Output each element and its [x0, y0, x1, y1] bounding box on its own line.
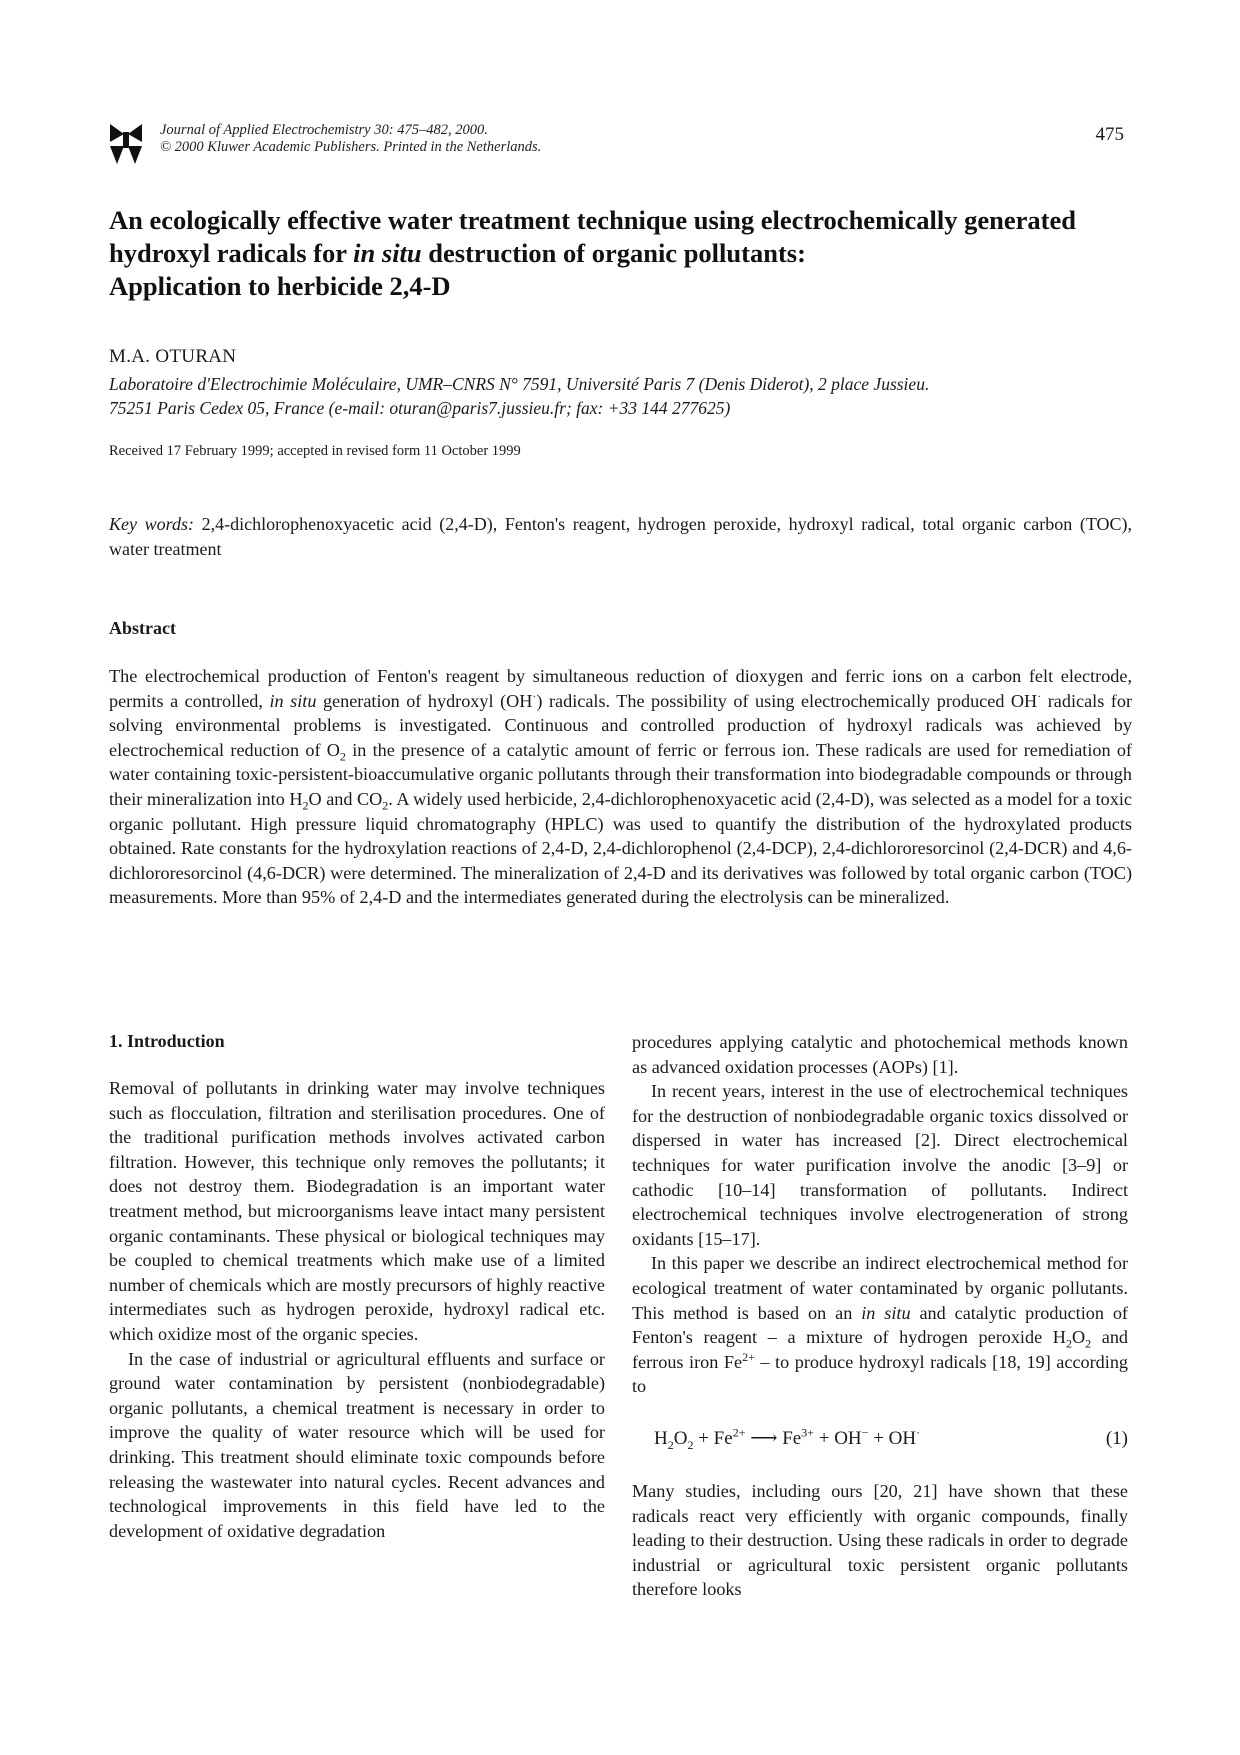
- abstract-part: generation of hydroxyl (OH: [316, 690, 533, 711]
- journal-line-1: Journal of Applied Electrochemistry 30: 475–482, 2000.: [160, 122, 488, 138]
- title-line-2b: destruction of organic pollutants:: [421, 238, 806, 268]
- author-name: M.A. OTURAN: [109, 346, 237, 367]
- text-part: and catalytic production of Fenton's reagent – a mixture of hydrogen peroxide H: [632, 1302, 1128, 1348]
- journal-citation: [160, 122, 541, 156]
- subscript: 2: [382, 798, 389, 813]
- superscript: 2+: [732, 1425, 746, 1440]
- keywords: [109, 512, 1132, 562]
- equation-number: (1): [1105, 1427, 1128, 1449]
- intro-paragraph-3: In recent years, interest in the use of electrochemical techniques for the destruction of nonbiodegradable organic toxics dissolved or dispersed in water has increased [2]. Direct electrochemical techniques for water purification involve the anodic [3–9] or cathodic [10–14] transformation of pollutants. Indirect electrochemical techniques involve electrogeneration of strong oxidants [15–17].: [632, 1081, 1128, 1249]
- keywords-label: Key words:: [109, 514, 194, 534]
- title-line-2a: hydroxyl radicals for: [109, 238, 354, 268]
- abstract-heading: Abstract: [109, 618, 176, 638]
- author-affiliation: [109, 372, 1139, 420]
- abstract-part: radicals for solving environmental problems is investigated. Continuous and controlled production of hydroxyl radicals was achieved by electrochemical reduction of O: [109, 690, 1132, 760]
- intro-paragraph-5: Many studies, including ours [20, 21] have shown that these radicals react very efficiently with organic compounds, finally leading to their destruction. Using these radicals in order to degrade industrial or agricultural toxic persistent organic pollutants therefore looks: [632, 1480, 1128, 1600]
- subscript: 2: [1065, 1336, 1072, 1351]
- superscript: −: [861, 1425, 869, 1440]
- text-part: O: [1071, 1327, 1086, 1348]
- intro-paragraph-1: Removal of pollutants in drinking water may involve techniques such as flocculation, filtration and sterilisation procedures. One of the traditional purification methods involves activated carbon filtration. However, this technique only removes the pollutants; it does not destroy them. Biodegradation is an important water treatment method, but microorganisms leave intact many persistent organic contaminants. These physical or biological techniques may be coupled to chemical treatments which make use of a limited number of chemicals which are mostly precursors of highly reactive intermediates such as hydrogen peroxide, hydroxyl radical etc. which oxidize most of the organic species.: [109, 1078, 605, 1344]
- superscript: 2+: [742, 1349, 755, 1364]
- title-line-3: Application to herbicide 2,4-D: [109, 271, 451, 301]
- subscript: 2: [302, 798, 309, 813]
- abstract-text: [109, 664, 1132, 910]
- publisher-logo-icon: [108, 122, 144, 166]
- subscript: 2: [687, 1437, 694, 1452]
- radical-dot: ·: [916, 1425, 921, 1440]
- subscript: 2: [1085, 1336, 1092, 1351]
- text-italic: in situ: [861, 1302, 911, 1323]
- superscript: 3+: [801, 1425, 814, 1440]
- keywords-text: 2,4-dichlorophenoxyacetic acid (2,4-D), Fenton's reagent, hydrogen peroxide, hydroxyl radical, total organic carbon (TOC), water treatment: [109, 514, 1133, 559]
- right-column: [632, 1030, 1128, 1602]
- title-italic: in situ: [353, 238, 422, 268]
- left-column: [109, 1030, 605, 1543]
- abstract-part: O and CO: [308, 788, 383, 809]
- equation-body: $H_2O_2 + Fe^{2+}$ ⟶ $Fe^{3+} + OH^- + OH^\cdot$: [654, 1425, 921, 1452]
- title-line-1: An ecologically effective water treatment technique using electrochemically generated: [109, 205, 1076, 235]
- page-number: 475: [1095, 124, 1124, 145]
- intro-paragraph-4: [632, 1251, 1128, 1399]
- abstract-part: in the presence of a catalytic amount of ferric or ferrous ion. These radicals are used for remediation of water containing toxic-persistent-bioaccumulative organic pollutants through their transformation into biodegradable compounds or through their mineralization into H: [109, 739, 1132, 809]
- abstract-italic: in situ: [269, 690, 317, 711]
- equation-1: [632, 1411, 1128, 1471]
- text-part: – to produce hydroxyl radicals [18, 19] according to: [632, 1351, 1129, 1397]
- abstract-part: . A widely used herbicide, 2,4-dichlorophenoxyacetic acid (2,4-D), was selected as a model for a toxic organic pollutant. High pressure liquid chromatography (HPLC) was used to quantify the distribution of the hydroxylated products obtained. Rate constants for the hydroxylation reactions of 2,4-D, 2,4-dichlorophenol (2,4-DCP), 2,4-dichlororesorcinol (2,4-DCR) and 4,6-dichlororesorcinol (4,6-DCR) were determined. The mineralization of 2,4-D and its derivatives was followed by total organic carbon (TOC) measurements. More than 95% of 2,4-D and the intermediates generated during the electrolysis can be mineralized.: [109, 788, 1132, 908]
- paper-title: [109, 204, 1149, 303]
- text-part: and ferrous iron Fe: [632, 1327, 1129, 1372]
- abstract-part: ) radicals. The possibility of using electrochemically produced OH: [536, 690, 1038, 711]
- received-dates: Received 17 February 1999; accepted in revised form 11 October 1999: [109, 443, 521, 459]
- intro-paragraph-2: In the case of industrial or agricultural effluents and surface or ground water contamination by persistent (nonbiodegradable) organic pollutants, a chemical treatment is necessary in order to improve the quality of water resource which will be used for drinking. This treatment should eliminate toxic compounds before releasing the wastewater into natural cycles. Recent advances and technological improvements in this field have led to the development of oxidative degradation: [109, 1348, 605, 1541]
- subscript: 2: [667, 1437, 674, 1452]
- affiliation-line-2: 75251 Paris Cedex 05, France (e-mail: oturan@paris7.jussieu.fr; fax: +33 144 277625): [109, 398, 731, 418]
- affiliation-line-1: Laboratoire d'Electrochimie Moléculaire, UMR–CNRS N° 7591, Université Paris 7 (Denis Diderot), 2 place Jussieu.: [109, 374, 930, 394]
- intro-paragraph-continued: procedures applying catalytic and photochemical methods known as advanced oxidation processes (AOPs) [1].: [632, 1032, 1128, 1077]
- journal-line-2: © 2000 Kluwer Academic Publishers. Printed in the Netherlands.: [160, 139, 542, 155]
- subscript: 2: [339, 749, 346, 764]
- abstract-part: The electrochemical production of Fenton's reagent by simultaneous reduction of dioxygen and ferric ions on a carbon felt electrode, permits a controlled,: [109, 666, 1132, 711]
- section-heading-introduction: 1. Introduction: [109, 1031, 225, 1051]
- radical-dot: ·: [1037, 688, 1042, 703]
- text-part: In this paper we describe an indirect electrochemical method for ecological treatment of water contaminated by organic pollutants. This method is based on an: [632, 1253, 1128, 1323]
- radical-dot: ·: [532, 688, 537, 703]
